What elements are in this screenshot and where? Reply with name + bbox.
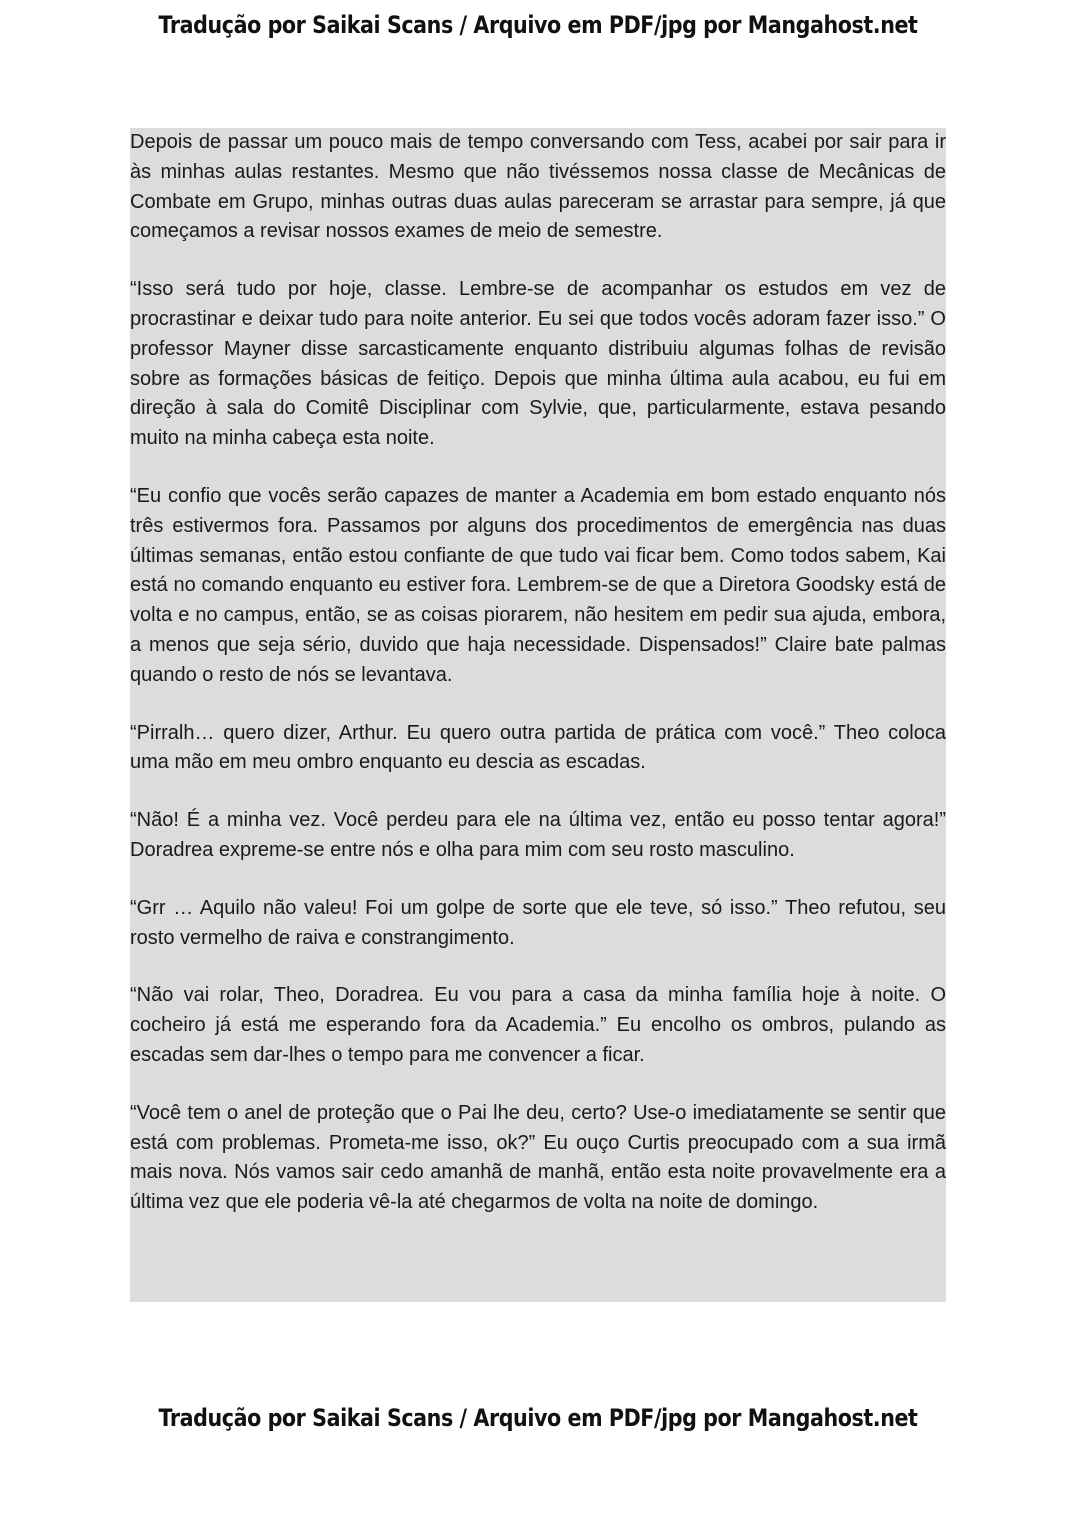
paragraph: “Isso será tudo por hoje, classe. Lembre-se de acompanhar os estudos em vez de procrastinar e deixar tudo para noite anterior. Eu sei que todos vocês adoram fazer isso.” O professor Mayner disse sarcasticamente enquanto distribuiu algumas folhas de revisão sobre as formações básicas de feitiço. Depois que minha última aula acabou, eu fui em direção à sala do Comitê Disciplinar com Sylvie, que, particularmente, estava pesando muito na minha cabeça esta noite.: [130, 278, 946, 450]
footer-credit: Tradução por Saikai Scans / Arquivo em PDF/jpg por Mangahost.net: [158, 1404, 918, 1432]
paragraph: “Não! É a minha vez. Você perdeu para ele na última vez, então eu posso tentar agora!” Doradrea expreme-se entre nós e olha para mim com seu rosto masculino.: [130, 809, 946, 861]
paragraph: “Pirralh… quero dizer, Arthur. Eu quero outra partida de prática com você.” Theo coloca uma mão em meu ombro enquanto eu descia as escadas.: [130, 721, 946, 774]
paragraph: Depois de passar um pouco mais de tempo conversando com Tess, acabei por sair para ir às minhas aulas restantes. Mesmo que não tivéssemos nossa classe de Mecânicas de Combate em Grupo, minhas outras duas aulas pareceram se arrastar para sempre, já que começamos a revisar nossos exames de meio de semestre.: [130, 131, 946, 243]
paragraph: “Não vai rolar, Theo, Doradrea. Eu vou para a casa da minha família hoje à noite. O cocheiro já está me esperando fora da Academia.” Eu encolho os ombros, pulando as escadas sem dar-lhes o tempo para me convencer a ficar.: [130, 984, 946, 1066]
paragraph: “Grr … Aquilo não valeu! Foi um golpe de sorte que ele teve, só isso.” Theo refutou, seu rosto vermelho de raiva e constrangimento.: [130, 896, 946, 949]
paragraph: “Você tem o anel de proteção que o Pai lhe deu, certo? Use-o imediatamente se sentir que está com problemas. Prometa-me isso, ok?” Eu ouço Curtis preocupado com a sua irmã mais nova. Nós vamos sair cedo amanhã de manhã, então esta noite provavelmente era a última vez que ele poderia vê-la até chegarmos de volta na noite de domingo.: [130, 1101, 946, 1214]
header-credit: Tradução por Saikai Scans / Arquivo em PDF/jpg por Mangahost.net: [158, 11, 918, 39]
paragraph: “Eu confio que vocês serão capazes de manter a Academia em bom estado enquanto nós três estivermos fora. Passamos por alguns dos procedimentos de emergência nas duas últimas semanas, então estou confiante de que tudo vai ficar bem. Como todos sabem, Kai está no comando enquanto eu estiver fora. Lembrem-se de que a Diretora Goodsky está de volta e no campus, então, se as coisas piorarem, não hesitem em pedir sua ajuda, embora, a menos que seja sério, duvido que haja necessidade. Dispensados!” Claire bate palmas quando o resto de nós se levantava.: [130, 484, 946, 686]
page-body: [130, 128, 946, 1246]
